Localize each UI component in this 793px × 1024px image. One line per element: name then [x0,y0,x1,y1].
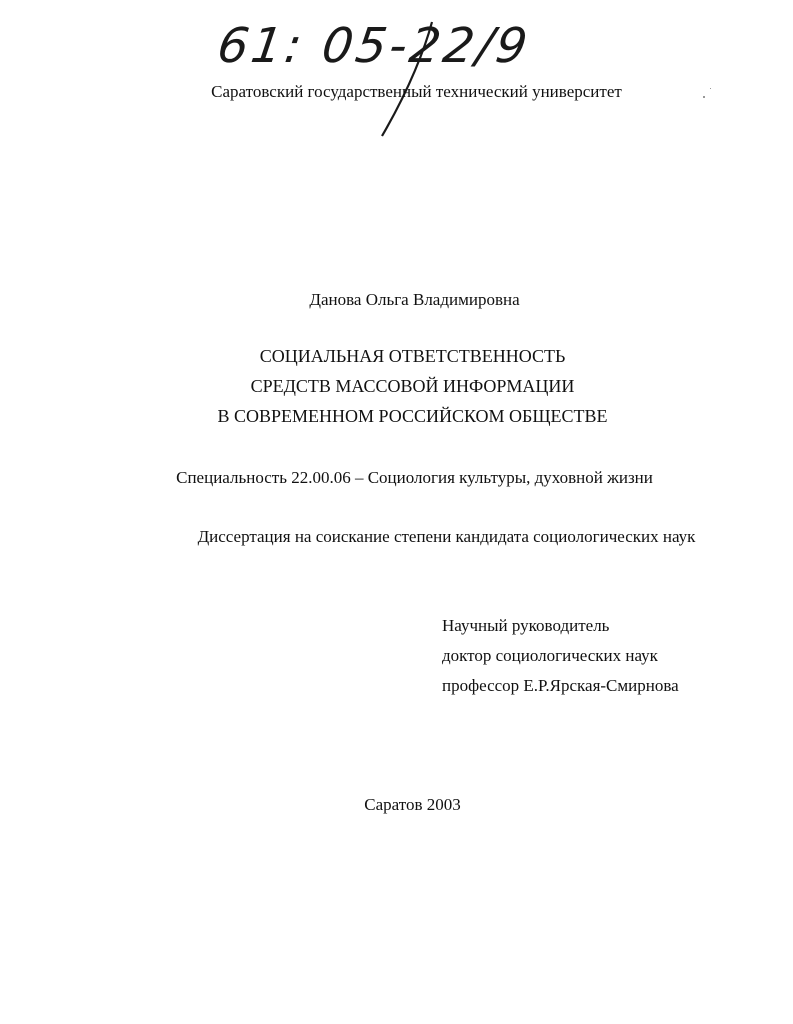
supervisor-degree: доктор социологических наук [442,646,658,665]
author-name: Данова Ольга Владимировна [309,290,520,309]
title-line-2: СРЕДСТВ МАССОВОЙ ИНФОРМАЦИИ [250,376,575,396]
university-name: Саратовский государственный технический университет [211,82,622,101]
city-year: Саратов 2003 [364,795,461,814]
supervisor-role: Научный руководитель [442,616,610,635]
scan-speck [710,88,711,89]
title-line-3: В СОВРЕМЕННОМ РОССИЙСКОМ ОБЩЕСТВЕ [217,406,608,426]
handwritten-archive-mark: 61: 05-22/9 [214,18,534,74]
dissertation-line: Диссертация на соискание степени кандидата социологических наук [197,527,696,546]
title-line-1: СОЦИАЛЬНАЯ ОТВЕТСТВЕННОСТЬ [259,346,566,366]
supervisor-name: профессор Е.Р.Ярская-Смирнова [442,676,679,695]
scan-speck [703,96,705,98]
specialty-line: Специальность 22.00.06 – Социология культуры, духовной жизни [176,468,653,487]
handwritten-slash-stroke [370,18,450,138]
